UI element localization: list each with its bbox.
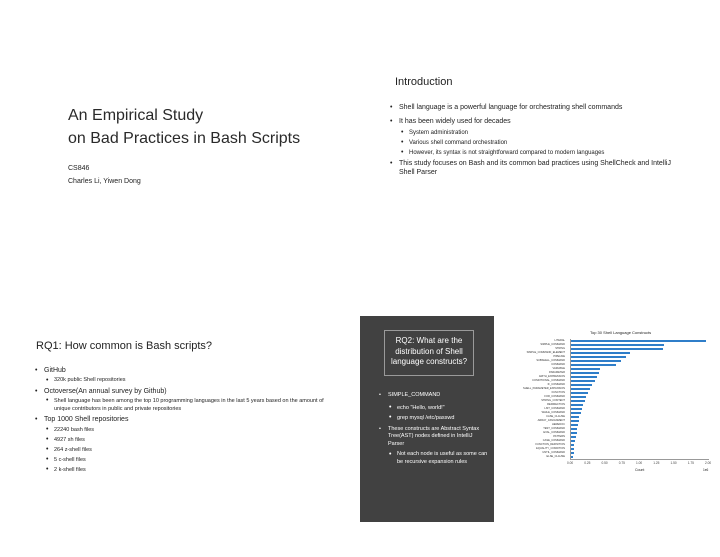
rq1-sub-bullet: • 22240 bash files [54, 425, 334, 435]
chart-x-tick-label: 0.75 [618, 461, 625, 465]
chart-bar [571, 440, 575, 443]
rq2-sub-bullet: • grep mysql /etc/passwd [397, 413, 488, 423]
rq2-sub-bullet: • Not each node is useful as some can be recursive expansion rules [397, 451, 488, 466]
chart-bar [571, 444, 574, 447]
chart-category-label: SUBSHELL_COMMAND [536, 359, 565, 363]
course-code: CS846 [68, 165, 90, 172]
chart-bar [571, 372, 599, 375]
rq1-sub-bullet: • 264 z-shell files [54, 445, 334, 455]
chart-category-label: FUNCTION_DEFINITION [535, 443, 565, 447]
chart-category-label: CASE_COMMAND [542, 439, 565, 443]
chart-bar [571, 448, 574, 451]
chart-category-label: LITERAL [554, 339, 565, 343]
chart-category-label: REDIRECTION [547, 403, 565, 407]
chart-bar [571, 412, 581, 415]
chart-bar [571, 432, 577, 435]
chart-bar [571, 376, 597, 379]
rq1-sub-bullet: • 4927 sh files [54, 435, 334, 445]
intro-bullet [399, 160, 674, 177]
chart-category-label: COMMAND [551, 363, 565, 367]
rq1-bullets [44, 366, 334, 475]
slide-rq1 [0, 278, 360, 557]
chart-category-label: SIMPLE_COMMAND_ELEMENT [526, 351, 565, 355]
chart-bar [571, 384, 592, 387]
chart-x-tick-label: 0.50 [601, 461, 608, 465]
chart-x-tick-label: 1.50 [670, 461, 677, 465]
chart-category-labels [510, 339, 568, 459]
chart-category-label: HEREDOC [552, 423, 565, 427]
intro-bullet [399, 104, 674, 113]
chart-bar [571, 364, 616, 367]
rq1-bullet [44, 366, 334, 385]
title-line-2: on Bad Practices in Bash Scripts [68, 130, 301, 147]
chart-bar [571, 340, 706, 343]
chart-x-scale: 1e6 [703, 468, 709, 472]
chart-bar [571, 360, 621, 363]
slide-title [0, 0, 360, 278]
chart-x-label: Count [635, 468, 645, 472]
chart-x-tick-label: 0.25 [584, 461, 591, 465]
chart-category-label: PARAMETER [549, 371, 565, 375]
chart-category-label: ELSE_CLAUSE [546, 455, 565, 459]
chart-bar [571, 420, 579, 423]
title-line-1: An Empirical Study [68, 107, 204, 124]
intro-sub-bullet: • System administration [409, 128, 674, 138]
bullet-text: SIMPLE_COMMAND [388, 392, 441, 398]
chart-category-label: PATTERN [553, 435, 565, 439]
rq2-side-panel [360, 316, 494, 522]
rq1-sub-bullet: • 2 k-shell files [54, 465, 334, 475]
chart-category-label: STRING [555, 347, 565, 351]
chart-category-label: UNTIL_COMMAND [542, 451, 565, 455]
chart-category-label: SHELL_PARAMETER_EXPANSION [523, 387, 565, 391]
chart-category-label: IF_COMMAND [547, 383, 565, 387]
chart-bar [571, 436, 576, 439]
bullet-text: Top 1000 Shell repositories [44, 416, 129, 423]
chart-bar [571, 368, 600, 371]
chart-bar [571, 416, 579, 419]
chart-x-tick-label: 0.00 [567, 461, 574, 465]
bullet-text: GitHub [44, 367, 66, 374]
chart-bar [571, 388, 590, 391]
intro-title: Introduction [395, 76, 453, 88]
rq2-question: RQ2: What are the distribution of Shell language constructs? [390, 336, 468, 366]
rq1-sub-bullet: • 320k public Shell repositories [54, 376, 334, 385]
chart-bar [571, 352, 630, 355]
chart-title: Top 30 Shell Language Constructs [590, 330, 652, 335]
chart-plot-area [570, 339, 709, 460]
chart-bar [571, 424, 578, 427]
chart-category-label: LIST_COMMAND [544, 407, 565, 411]
chart-bar [571, 348, 663, 351]
chart-bar [571, 344, 664, 347]
chart-bar [571, 400, 585, 403]
bullet-text: It has been widely used for decades [399, 117, 511, 125]
rq2-bullet [388, 392, 488, 423]
bullet-text: Octoverse(An annual survey by Github) [44, 388, 167, 395]
chart-category-label: FUNCTION [551, 391, 565, 395]
rq1-sub-bullet: • Shell language has been among the top 10 programming languages in the last 5 years based on the amount of unique contributors in public and private repositories [54, 397, 334, 413]
chart-x-tick-label: 1.75 [687, 461, 694, 465]
chart-x-ticks [567, 461, 715, 467]
chart-category-label: SIMPLE_COMMAND [540, 343, 565, 347]
rq1-bullet [44, 415, 334, 475]
chart-category-label: CONDITIONAL_COMMAND [532, 379, 565, 383]
rq1-sub-bullet: • 5 c-shell files [54, 455, 334, 465]
chart-category-label: ARRAY_ASSIGNMENT [537, 419, 565, 423]
rq2-sub-bullet: • echo "Hello, world!" [397, 403, 488, 413]
intro-bullets [399, 104, 674, 177]
chart-category-label: ARITH_EXPRESSION [538, 375, 565, 379]
bullet-text: These constructs are Abstract Syntax Tree(AST) nodes defined in IntelliJ Parser [388, 425, 480, 447]
rq2-bullets [388, 392, 488, 466]
intro-sub-bullet: • Various shell command orchestration [409, 138, 674, 148]
chart-category-label: EVAL_COMMAND [543, 431, 565, 435]
rq1-bullet [44, 387, 334, 413]
rq1-title: RQ1: How common is Bash scripts? [36, 340, 213, 352]
chart-category-label: EQUALITY_CONDITION [536, 447, 565, 451]
constructs-chart [510, 330, 715, 480]
chart-bar [571, 396, 586, 399]
bullet-text: This study focuses on Bash and its common bad practices using ShellCheck and IntelliJ Shell Parser [399, 160, 671, 176]
slide-introduction [360, 0, 720, 278]
rq2-question-box [384, 330, 474, 376]
chart-category-label: VARIABLE [552, 367, 565, 371]
chart-category-label: PIPELINE [553, 355, 565, 359]
chart-x-tick-label: 2.00 [705, 461, 712, 465]
chart-bar [571, 356, 626, 359]
intro-sub-bullet: • However, its syntax is not straightforward compared to modern languages [409, 148, 674, 158]
chart-bar [571, 404, 583, 407]
chart-bar [571, 456, 573, 459]
chart-category-label: FOR_COMMAND [544, 395, 565, 399]
chart-bar [571, 452, 574, 455]
chart-bar [571, 428, 577, 431]
chart-category-label: STRING_CONTENT [541, 399, 565, 403]
bullet-text: Shell language is a powerful language for orchestrating shell commands [399, 104, 623, 111]
chart-category-label: CASE_CLAUSE [546, 415, 565, 419]
authors: Charles Li, Yiwen Dong [68, 178, 141, 185]
slide-rq2 [360, 278, 720, 557]
chart-category-label: WHILE_COMMAND [541, 411, 565, 415]
chart-category-label: TEST_COMMAND [543, 427, 565, 431]
intro-bullet [399, 118, 674, 159]
rq2-bullet [388, 426, 488, 467]
chart-x-tick-label: 1.25 [653, 461, 660, 465]
chart-bar [571, 408, 582, 411]
chart-bar [571, 380, 595, 383]
chart-x-tick-label: 1.00 [636, 461, 643, 465]
chart-bar [571, 392, 588, 395]
